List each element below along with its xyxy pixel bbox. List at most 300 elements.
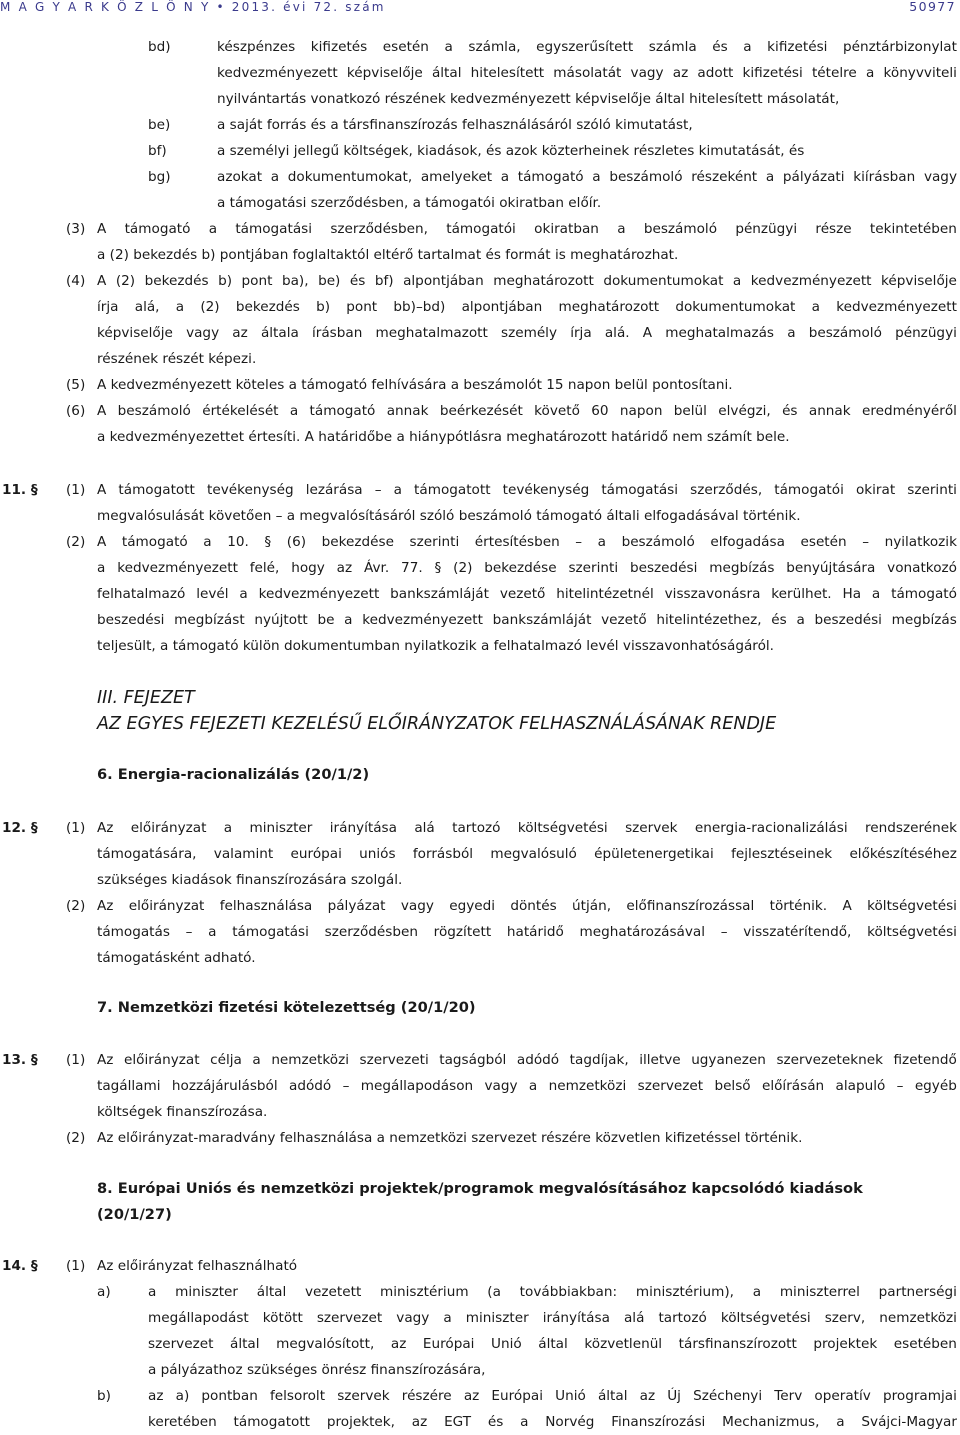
word: szerződésben, xyxy=(330,221,428,237)
word: Unió xyxy=(555,1388,586,1404)
word: megbízás xyxy=(709,560,775,576)
text-line: teljesült, a támogató külön dokumentumban nyilatkozik a felhatalmazó levél visszavonhatóságáról. xyxy=(97,638,775,654)
word: alpontjában xyxy=(403,273,484,289)
word: A xyxy=(842,898,852,914)
word: előirányzat xyxy=(128,898,205,914)
text-line xyxy=(97,398,957,424)
word: pont xyxy=(346,299,378,315)
word: irányítása xyxy=(542,1310,610,1326)
text-line xyxy=(97,1047,957,1073)
text-line xyxy=(97,268,957,294)
word: beszámoló xyxy=(117,403,191,419)
word: írásban xyxy=(311,325,363,341)
word: operatív xyxy=(814,1388,871,1404)
word: útján, xyxy=(572,898,612,914)
word: pénzügyi xyxy=(735,221,798,237)
word: a xyxy=(787,325,796,341)
paragraph-number: (3) xyxy=(66,221,86,237)
word: azokat xyxy=(217,169,263,185)
word: támogatási xyxy=(232,924,309,940)
text-line: a saját forrás és a társfinanszírozás felhasználásáról szóló kimutatást, xyxy=(217,117,693,133)
word: támogatási xyxy=(235,221,313,237)
word: megbízás xyxy=(891,612,957,628)
word: kifizetési xyxy=(742,65,803,81)
word: felé, xyxy=(249,560,280,576)
journal-title: M A G Y A R K Ö Z L Ö N Y • 2013. évi 72. szám xyxy=(0,0,386,14)
word: eredményéről xyxy=(861,403,957,419)
word: határidő xyxy=(506,924,564,940)
word: illetve xyxy=(639,1052,681,1068)
text-line: nyilvántartás vonatkozó részének kedvezményezett képviselője által hitelesített másolatát, xyxy=(217,91,840,107)
word: hogy xyxy=(291,560,325,576)
word: Unió xyxy=(491,1336,522,1352)
word: Svájci-Magyar xyxy=(861,1414,957,1430)
word: minisztérium xyxy=(380,1284,469,1300)
word: pénzügyi xyxy=(895,325,957,341)
word: fizetendő xyxy=(893,1052,957,1068)
word: fejlesztéseinek xyxy=(731,846,833,862)
subtitle-heading: 8. Európai Uniós és nemzetközi projektek/programok megvalósításához kapcsolódó kiadások xyxy=(97,1180,863,1197)
word: annak xyxy=(808,403,851,419)
word: belső xyxy=(714,1078,751,1094)
subtitle-heading: 6. Energia-racionalizálás (20/1/2) xyxy=(97,766,370,783)
word: beszedési xyxy=(97,612,165,628)
word: az xyxy=(672,65,689,81)
word: beszámoló xyxy=(808,325,882,341)
word: szerinti xyxy=(907,482,957,498)
subtitle-heading: 7. Nemzetközi fizetési kötelezettség (20/1/20) xyxy=(97,999,476,1016)
word: tevékenység xyxy=(502,482,590,498)
word: Európai xyxy=(491,1388,543,1404)
text-line: a személyi jellegű költségek, kiadások, és azok közterheinek részletes kimutatását, és xyxy=(217,143,805,159)
word: felhatalmazó xyxy=(97,586,186,602)
word: pénztárbizonylat xyxy=(843,39,957,55)
word: – xyxy=(896,1078,904,1094)
word: írja xyxy=(97,299,119,315)
word: kedvezményezett xyxy=(362,612,483,628)
word: európai xyxy=(290,846,342,862)
paragraph-number: (2) xyxy=(66,1130,86,1146)
word: esetében xyxy=(893,1336,957,1352)
word: alá, xyxy=(134,299,160,315)
word: meghatalmazott xyxy=(375,325,488,341)
word: visszavonásra xyxy=(664,586,761,602)
word: meghatalmazás xyxy=(665,325,775,341)
word: tekintetében xyxy=(869,221,957,237)
text-line: Az előirányzat felhasználható xyxy=(97,1258,298,1274)
word: ugyanezen xyxy=(691,1052,766,1068)
word: – xyxy=(720,924,728,940)
word: részére xyxy=(401,1388,452,1404)
chapter-title: AZ EGYES FEJEZETI KEZELÉSŰ ELŐIRÁNYZATOK FELHASZNÁLÁSÁNAK RENDJE xyxy=(97,714,777,734)
word: célja xyxy=(210,1052,242,1068)
word: miniszter xyxy=(175,1284,238,1300)
word: szervezet xyxy=(637,1078,704,1094)
word: a xyxy=(344,612,353,628)
paragraph-number: (2) xyxy=(66,534,86,550)
word: a xyxy=(528,1078,538,1094)
text-line: megvalósulását követően – a megvalósításáról szóló beszámoló támogató általi elfogadásával történik. xyxy=(97,508,801,524)
word: a xyxy=(175,299,185,315)
paragraph-number: (1) xyxy=(66,482,86,498)
word: dokumentumokat, xyxy=(287,169,413,185)
word: kedvezményezett xyxy=(750,273,872,289)
word: az xyxy=(639,1388,656,1404)
word: alá xyxy=(623,1310,645,1326)
word: egyéb xyxy=(914,1078,957,1094)
word: bankszámláját xyxy=(390,586,489,602)
word: támogatott xyxy=(414,482,491,498)
word: nemzetközi xyxy=(879,1310,957,1326)
word: vezető xyxy=(601,612,647,628)
word: pályázati xyxy=(782,169,845,185)
text-line xyxy=(217,60,957,86)
word: vagy xyxy=(923,169,957,185)
paragraph-number: (1) xyxy=(66,1258,86,1274)
word: A xyxy=(97,403,107,419)
word: alá xyxy=(414,820,435,836)
text-line xyxy=(148,1331,957,1357)
word: A xyxy=(97,221,107,237)
word: Széchenyi xyxy=(693,1388,763,1404)
word: Ávr. xyxy=(363,560,390,576)
word: a xyxy=(148,1284,157,1300)
text-line xyxy=(97,893,957,919)
word: annak xyxy=(386,403,429,419)
word: projektek, xyxy=(326,1414,395,1430)
word: társfinanszírozott xyxy=(678,1336,797,1352)
word: kedvezményezett xyxy=(836,299,957,315)
word: értesítésben xyxy=(474,534,560,550)
word: részeként xyxy=(691,169,758,185)
word: támogató xyxy=(309,403,376,419)
word: beszámoló xyxy=(643,221,718,237)
word: vagy xyxy=(400,898,434,914)
word: értékelését xyxy=(202,403,279,419)
word: b) xyxy=(316,299,330,315)
word: bankszámláját xyxy=(492,612,592,628)
word: bekezdése xyxy=(484,560,557,576)
word: meghatározott xyxy=(493,273,594,289)
word: támogatási xyxy=(601,482,679,498)
word: Terv xyxy=(774,1388,803,1404)
word: A xyxy=(97,534,107,550)
paragraph-number: (5) xyxy=(66,377,86,393)
word: előirányzat xyxy=(123,1052,200,1068)
word: pontban xyxy=(201,1388,258,1404)
word: által xyxy=(229,1336,260,1352)
text-line xyxy=(97,919,957,945)
word: szerinti xyxy=(568,560,619,576)
word: költségvetési xyxy=(867,898,957,914)
word: vonatkozó xyxy=(887,560,957,576)
word: irányítása xyxy=(329,820,397,836)
item-label: b) xyxy=(97,1388,111,1404)
word: szervezeteknek xyxy=(776,1052,883,1068)
word: a xyxy=(500,169,510,185)
text-line xyxy=(97,841,957,867)
word: a xyxy=(289,403,299,419)
word: támogatott xyxy=(233,1414,311,1430)
word: a xyxy=(836,1414,845,1430)
word: 60 xyxy=(591,403,609,419)
word: megvalósított, xyxy=(276,1336,375,1352)
word: számla, xyxy=(468,39,521,55)
word: által xyxy=(597,1388,628,1404)
word: által xyxy=(431,65,462,81)
word: számla xyxy=(648,39,697,55)
word: Mechanizmus, xyxy=(722,1414,820,1430)
word: hozzájárulásból xyxy=(171,1078,278,1094)
word: rendszerének xyxy=(865,820,957,836)
word: b) xyxy=(218,273,233,289)
word: a xyxy=(871,586,881,602)
word: beszedési xyxy=(814,612,882,628)
text-line xyxy=(97,581,957,607)
word: kedvezményezett xyxy=(258,586,380,602)
word: a xyxy=(203,534,212,550)
word: a xyxy=(97,560,106,576)
word: az xyxy=(336,560,353,576)
word: támogatására, xyxy=(97,846,197,862)
text-line xyxy=(148,1305,957,1331)
word: a xyxy=(252,1052,261,1068)
text-line xyxy=(148,1279,957,1305)
text-line xyxy=(97,815,957,841)
word: Az xyxy=(97,820,114,836)
paragraph-number: (6) xyxy=(66,403,86,419)
word: az xyxy=(390,1336,407,1352)
word: – xyxy=(575,534,583,550)
word: előkészítéséhez xyxy=(849,846,957,862)
item-label: bd) xyxy=(148,39,171,55)
word: a xyxy=(752,1284,762,1300)
word: (2) xyxy=(453,560,473,576)
word: személy xyxy=(501,325,558,341)
word: – xyxy=(862,534,869,550)
word: kifizetési xyxy=(767,39,828,55)
word: bekezdése xyxy=(321,534,394,550)
word: vagy xyxy=(396,1310,430,1326)
word: EGT xyxy=(444,1414,472,1430)
word: képviselője xyxy=(97,325,173,341)
word: napon xyxy=(619,403,663,419)
word: Finanszírozási xyxy=(611,1414,706,1430)
word: szervezeti xyxy=(359,1052,429,1068)
word: Új xyxy=(667,1388,681,1404)
word: továbbiakban: xyxy=(519,1284,618,1300)
section-number: 13. § xyxy=(2,1052,38,1068)
word: vezetett xyxy=(305,1284,362,1300)
text-line xyxy=(97,607,957,633)
word: partnerségi xyxy=(878,1284,957,1300)
word: miniszterrel xyxy=(779,1284,860,1300)
word: amelyeket xyxy=(420,169,493,185)
word: a xyxy=(393,482,402,498)
word: beszámoló xyxy=(621,534,695,550)
word: dokumentumokat xyxy=(675,299,796,315)
word: bekezdés xyxy=(144,273,209,289)
word: miniszter xyxy=(249,820,313,836)
word: a xyxy=(597,534,606,550)
word: nyújtott xyxy=(254,612,308,628)
word: vezető xyxy=(499,586,546,602)
word: felhasználása xyxy=(219,898,313,914)
word: előfinanszírozással xyxy=(626,898,755,914)
word: szerv, xyxy=(824,1310,866,1326)
word: alpontjában xyxy=(461,299,543,315)
paragraph-number: (1) xyxy=(66,820,86,836)
word: projektek xyxy=(813,1336,878,1352)
word: nemzetközi xyxy=(271,1052,349,1068)
word: kötött xyxy=(262,1310,303,1326)
word: képviselője xyxy=(881,273,957,289)
word: szervek xyxy=(625,820,678,836)
word: szerződésben xyxy=(324,924,418,940)
text-line: a kedvezményezettet értesíti. A határidőbe a hiánypótlásra meghatározott határidő nem számít bele. xyxy=(97,429,790,445)
word: a xyxy=(444,39,453,55)
word: nyilatkozik xyxy=(884,534,957,550)
item-label: be) xyxy=(148,117,171,133)
word: másolatát xyxy=(553,65,622,81)
word: része xyxy=(815,221,852,237)
word: visszatérítendő, xyxy=(743,924,852,940)
word: Az xyxy=(97,898,114,914)
word: adódó xyxy=(289,1078,332,1094)
word: kedvezményezett xyxy=(217,65,338,81)
paragraph-number: (4) xyxy=(66,273,86,289)
word: vagy xyxy=(186,325,220,341)
text-line xyxy=(97,294,957,320)
text-line xyxy=(217,164,957,190)
word: minisztérium), xyxy=(635,1284,734,1300)
word: készpénzes xyxy=(217,39,296,55)
word: Európai xyxy=(422,1336,475,1352)
word: és xyxy=(712,39,728,55)
word: a xyxy=(520,1414,529,1430)
text-line xyxy=(97,1073,957,1099)
word: követő xyxy=(534,403,580,419)
word: szervezet xyxy=(316,1310,383,1326)
text-line xyxy=(148,1383,957,1409)
word: egyedi xyxy=(449,898,496,914)
word: támogatott xyxy=(118,482,195,498)
word: okirat xyxy=(855,482,896,498)
word: – xyxy=(185,924,193,940)
word: Az xyxy=(97,1052,114,1068)
word: szervek xyxy=(337,1388,390,1404)
word: beszedési xyxy=(629,560,698,576)
word: rögzített xyxy=(433,924,492,940)
word: tevékenység xyxy=(207,482,294,498)
word: pályázat xyxy=(327,898,386,914)
word: miniszter xyxy=(465,1310,529,1326)
word: előírásán xyxy=(761,1078,825,1094)
item-label: bg) xyxy=(148,169,171,185)
word: vagy xyxy=(484,1078,518,1094)
word: és xyxy=(771,612,787,628)
paragraph-number: (1) xyxy=(66,1052,86,1068)
word: adott xyxy=(697,65,734,81)
page-number: 50977 xyxy=(909,0,956,14)
text-line: a támogatási szerződésben, a támogatói okiratban előír. xyxy=(217,195,602,211)
word: közvetlenül xyxy=(584,1336,663,1352)
word: a xyxy=(270,169,280,185)
word: alá. xyxy=(604,325,630,341)
word: szerinti xyxy=(409,534,460,550)
word: megbízást xyxy=(174,612,245,628)
word: az xyxy=(148,1388,164,1404)
word: esetén xyxy=(382,39,429,55)
word: vagy xyxy=(630,65,664,81)
word: az xyxy=(463,1388,480,1404)
text-line: a pályázathoz szükséges önrész finanszírozására, xyxy=(148,1362,486,1378)
word: történik. xyxy=(769,898,828,914)
text-line xyxy=(97,529,957,555)
word: – xyxy=(374,482,382,498)
word: a xyxy=(239,586,248,602)
word: felsorolt xyxy=(270,1388,326,1404)
word: és xyxy=(487,1414,504,1430)
word: valamint xyxy=(213,846,274,862)
text-line xyxy=(97,320,957,346)
word: költségvetési xyxy=(517,820,608,836)
word: forrásból xyxy=(412,846,474,862)
word: be) xyxy=(318,273,341,289)
word: a xyxy=(743,39,752,55)
word: programjai xyxy=(882,1388,957,1404)
word: esetén xyxy=(800,534,847,550)
word: be xyxy=(317,612,335,628)
word: 77. xyxy=(401,560,423,576)
word: nemzetközi xyxy=(548,1078,627,1094)
word: a xyxy=(732,273,742,289)
text-line xyxy=(217,34,957,60)
word: bb)–bd) xyxy=(393,299,446,315)
word: kerülhet. xyxy=(771,586,832,602)
text-line xyxy=(97,477,957,503)
text-line xyxy=(97,555,957,581)
word: által xyxy=(256,1284,287,1300)
word: támogató xyxy=(121,534,188,550)
item-label: bf) xyxy=(148,143,167,159)
word: a xyxy=(796,612,805,628)
word: megvalósuló xyxy=(490,846,577,862)
word: a) xyxy=(175,1388,190,1404)
text-line: támogatásként adható. xyxy=(97,950,256,966)
word: támogatói xyxy=(774,482,844,498)
text-line: a (2) bekezdés b) pontjában foglaltaktól eltérő tartalmat és formát is meghatározhat. xyxy=(97,247,679,263)
word: Ha xyxy=(842,586,862,602)
word: tartozó xyxy=(658,1310,707,1326)
word: támogató xyxy=(124,221,191,237)
word: – xyxy=(342,1078,350,1094)
word: A xyxy=(642,325,653,341)
word: a xyxy=(208,924,217,940)
word: tagállami xyxy=(97,1078,161,1094)
section-number: 11. § xyxy=(2,482,38,498)
paragraph-number: (2) xyxy=(66,898,86,914)
word: hitelintézethez, xyxy=(656,612,762,628)
word: megállapodást xyxy=(148,1310,249,1326)
word: és xyxy=(349,273,366,289)
word: tagdíjak, xyxy=(569,1052,629,1068)
text-line: szükséges kiadások finanszírozására szolgál. xyxy=(97,872,403,888)
word: a xyxy=(443,1310,452,1326)
word: az xyxy=(411,1414,428,1430)
word: meghatározásával xyxy=(579,924,706,940)
word: és xyxy=(782,403,798,419)
